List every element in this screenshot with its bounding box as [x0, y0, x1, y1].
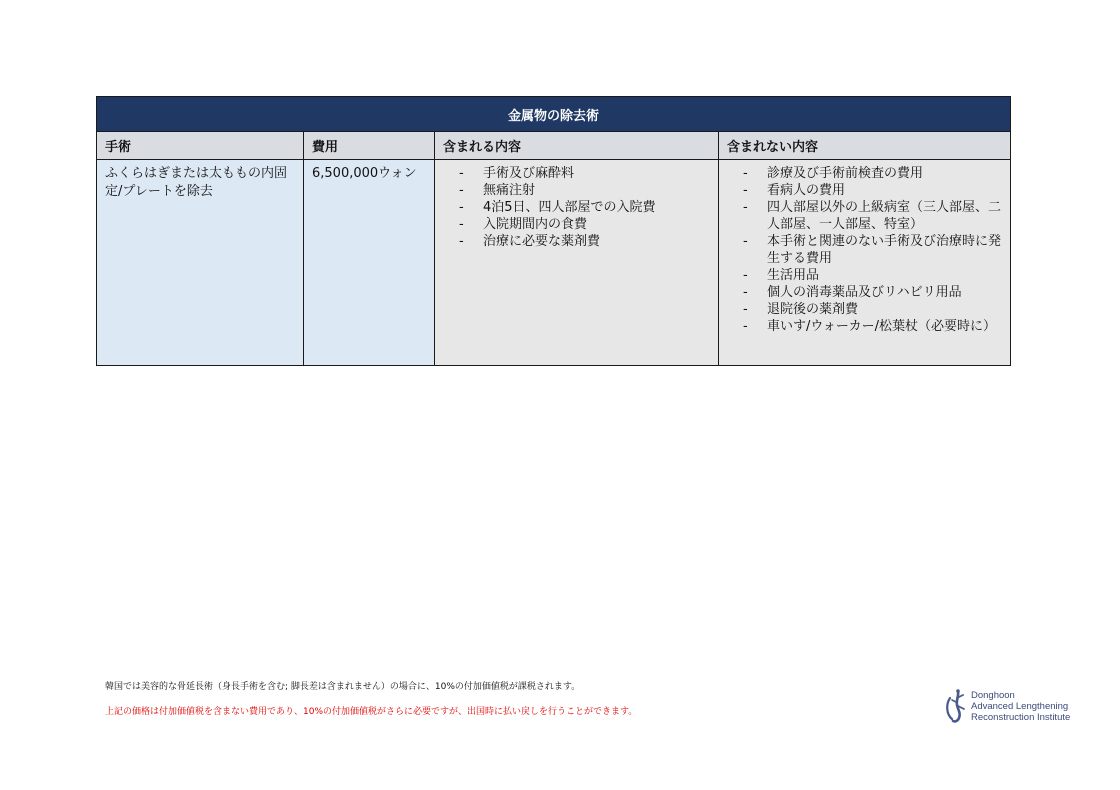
header-included: 含まれる内容 [435, 132, 719, 160]
procedure-cell: ふくらはぎまたは太ももの内固定/プレートを除去 [97, 160, 304, 366]
excluded-list [739, 165, 1002, 335]
logo-line-1: Donghoon [971, 689, 1015, 701]
list-item: - 本手術と関連のない手術及び治療時に発生する費用 [739, 233, 1002, 267]
list-item: - 個人の消毒薬品及びリハビリ用品 [739, 284, 1002, 301]
header-cost: 費用 [304, 132, 435, 160]
included-list [455, 165, 710, 250]
logo-text [971, 690, 1070, 723]
refund-note: 上記の価格は付加価値税を含まない費用であり、10%の付加価値税がさらに必要ですが、出国時に払い戻しを行うことができます。 [105, 707, 638, 717]
tax-note: 韓国では美容的な骨延長術（身長手術を含む; 脚長差は含まれません）の場合に、10%の付加価値税が課税されます。 [105, 682, 581, 692]
cost-cell: 6,500,000ウォン [304, 160, 435, 366]
header-excluded: 含まれない内容 [719, 132, 1011, 160]
list-item: - 入院期間内の食費 [455, 216, 710, 233]
list-item: - 手術及び麻酔料 [455, 165, 710, 182]
list-item: - 生活用品 [739, 267, 1002, 284]
excluded-cell [719, 160, 1011, 366]
list-item: - 治療に必要な薬剤費 [455, 233, 710, 250]
included-cell [435, 160, 719, 366]
logo-line-2: Advanced Lengthening [971, 700, 1069, 712]
list-item: - 診療及び手術前検査の費用 [739, 165, 1002, 182]
table-title: 金属物の除去術 [97, 97, 1011, 132]
list-item: - 無痛注射 [455, 182, 710, 199]
institute-logo [944, 688, 1070, 724]
header-procedure: 手術 [97, 132, 304, 160]
lizard-logo-icon [944, 688, 968, 724]
table-row [97, 160, 1011, 366]
price-table [96, 96, 1011, 366]
list-item: - 4泊5日、四人部屋での入院費 [455, 199, 710, 216]
list-item: - 車いす/ウォーカー/松葉杖（必要時に） [739, 318, 1002, 335]
list-item: - 看病人の費用 [739, 182, 1002, 199]
list-item: - 四人部屋以外の上級病室（三人部屋、二人部屋、一人部屋、特室） [739, 199, 1002, 233]
list-item: - 退院後の薬剤費 [739, 301, 1002, 318]
logo-line-3: Reconstruction Institute [971, 711, 1071, 723]
